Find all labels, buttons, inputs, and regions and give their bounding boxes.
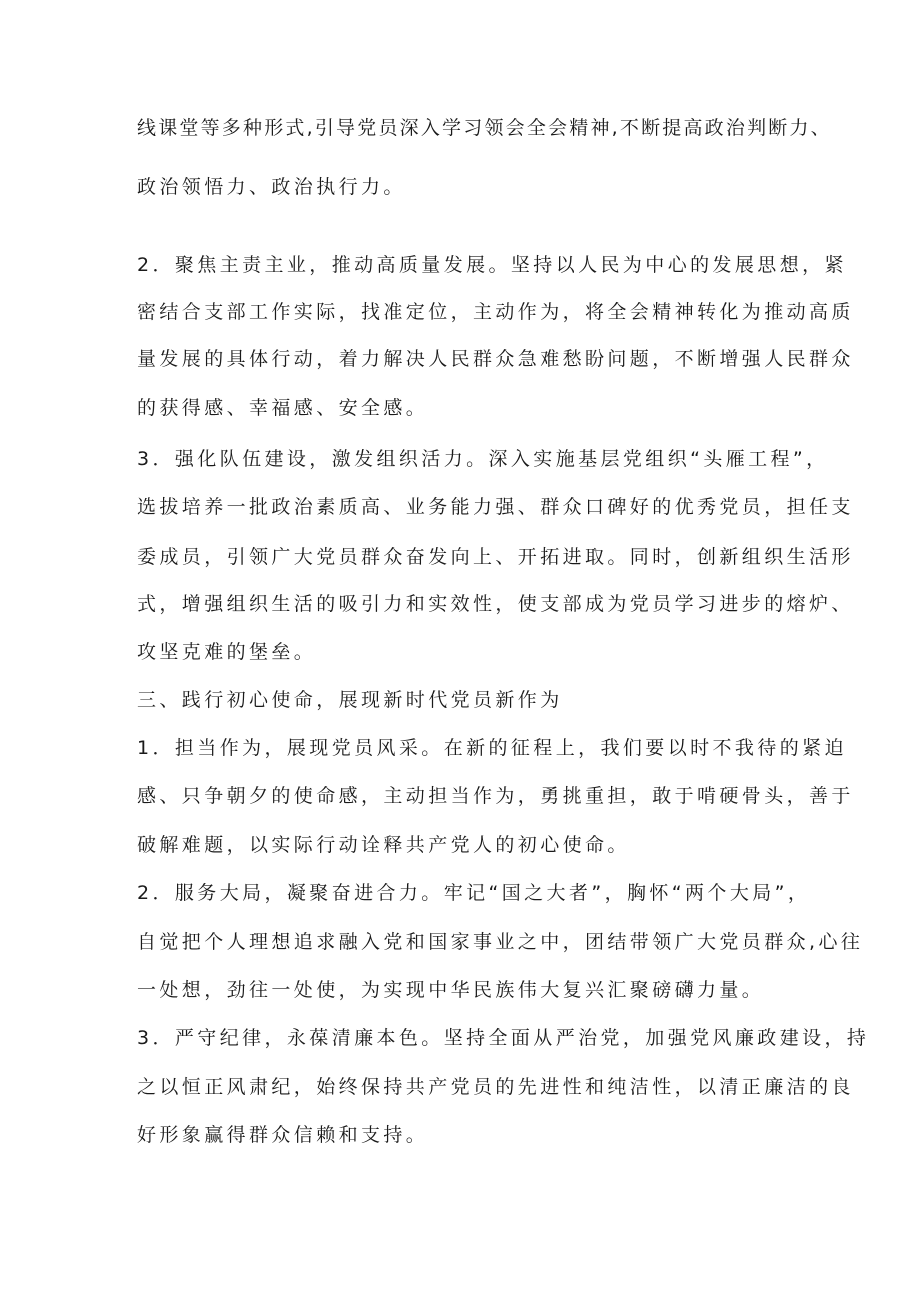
section-heading: 三、践行初心使命，展现新时代党员新作为 (137, 689, 563, 711)
text-line-13: 1．担当作为，展现党员风采。在新的征程上，我们要以时不我待的紧迫 (137, 737, 847, 759)
text-line-17: 自觉把个人理想追求融入党和国家事业之中，团结带领广大党员群众,心往 (137, 931, 864, 953)
text-line-21: 好形象赢得群众信赖和支持。 (137, 1124, 429, 1146)
text-line-1: 线课堂等多种形式,引导党员深入学习领会全会精神,不断提高政治判断力、 (137, 117, 832, 139)
text-line-14: 感、只争朝夕的使命感，主动担当作为，勇挑重担，敢于啃硬骨头，善于 (137, 785, 854, 807)
text-line-4: 密结合支部工作实际，找准定位，主动作为，将全会精神转化为推动高质 (137, 301, 854, 323)
text-line-11: 攻坚克难的堡垒。 (137, 641, 317, 663)
text-line-20: 之以恒正风肃纪，始终保持共产党员的先进性和纯洁性，以清正廉洁的良 (137, 1076, 854, 1098)
text-line-7: 3．强化队伍建设，激发组织活力。深入实施基层党组织“头雁工程”， (137, 448, 829, 470)
text-line-15: 破解难题，以实际行动诠释共产党人的初心使命。 (137, 834, 630, 856)
text-line-5: 量发展的具体行动，着力解决人民群众急难愁盼问题，不断增强人民群众 (137, 348, 854, 370)
text-line-16: 2．服务大局，凝聚奋进合力。牢记“国之大者”，胸怀“两个大局”， (137, 882, 811, 904)
text-line-18: 一处想，劲往一处使，为实现中华民族伟大复兴汇聚磅礴力量。 (137, 979, 765, 1001)
text-line-6: 的获得感、幸福感、安全感。 (137, 397, 429, 419)
text-line-8: 选拔培养一批政治素质高、业务能力强、群众口碑好的优秀党员，担任支 (137, 496, 854, 518)
text-line-2: 政治领悟力、政治执行力。 (137, 176, 406, 198)
text-line-19: 3．严守纪律，永葆清廉本色。坚持全面从严治党，加强党风廉政建设，持 (137, 1027, 870, 1049)
text-line-10: 式，增强组织生活的吸引力和实效性，使支部成为党员学习进步的熔炉、 (137, 593, 854, 615)
text-line-3: 2．聚焦主责主业，推动高质量发展。坚持以人民为中心的发展思想，紧 (137, 254, 847, 276)
text-line-9: 委成员，引领广大党员群众奋发向上、开拓进取。同时，创新组织生活形 (137, 546, 854, 568)
